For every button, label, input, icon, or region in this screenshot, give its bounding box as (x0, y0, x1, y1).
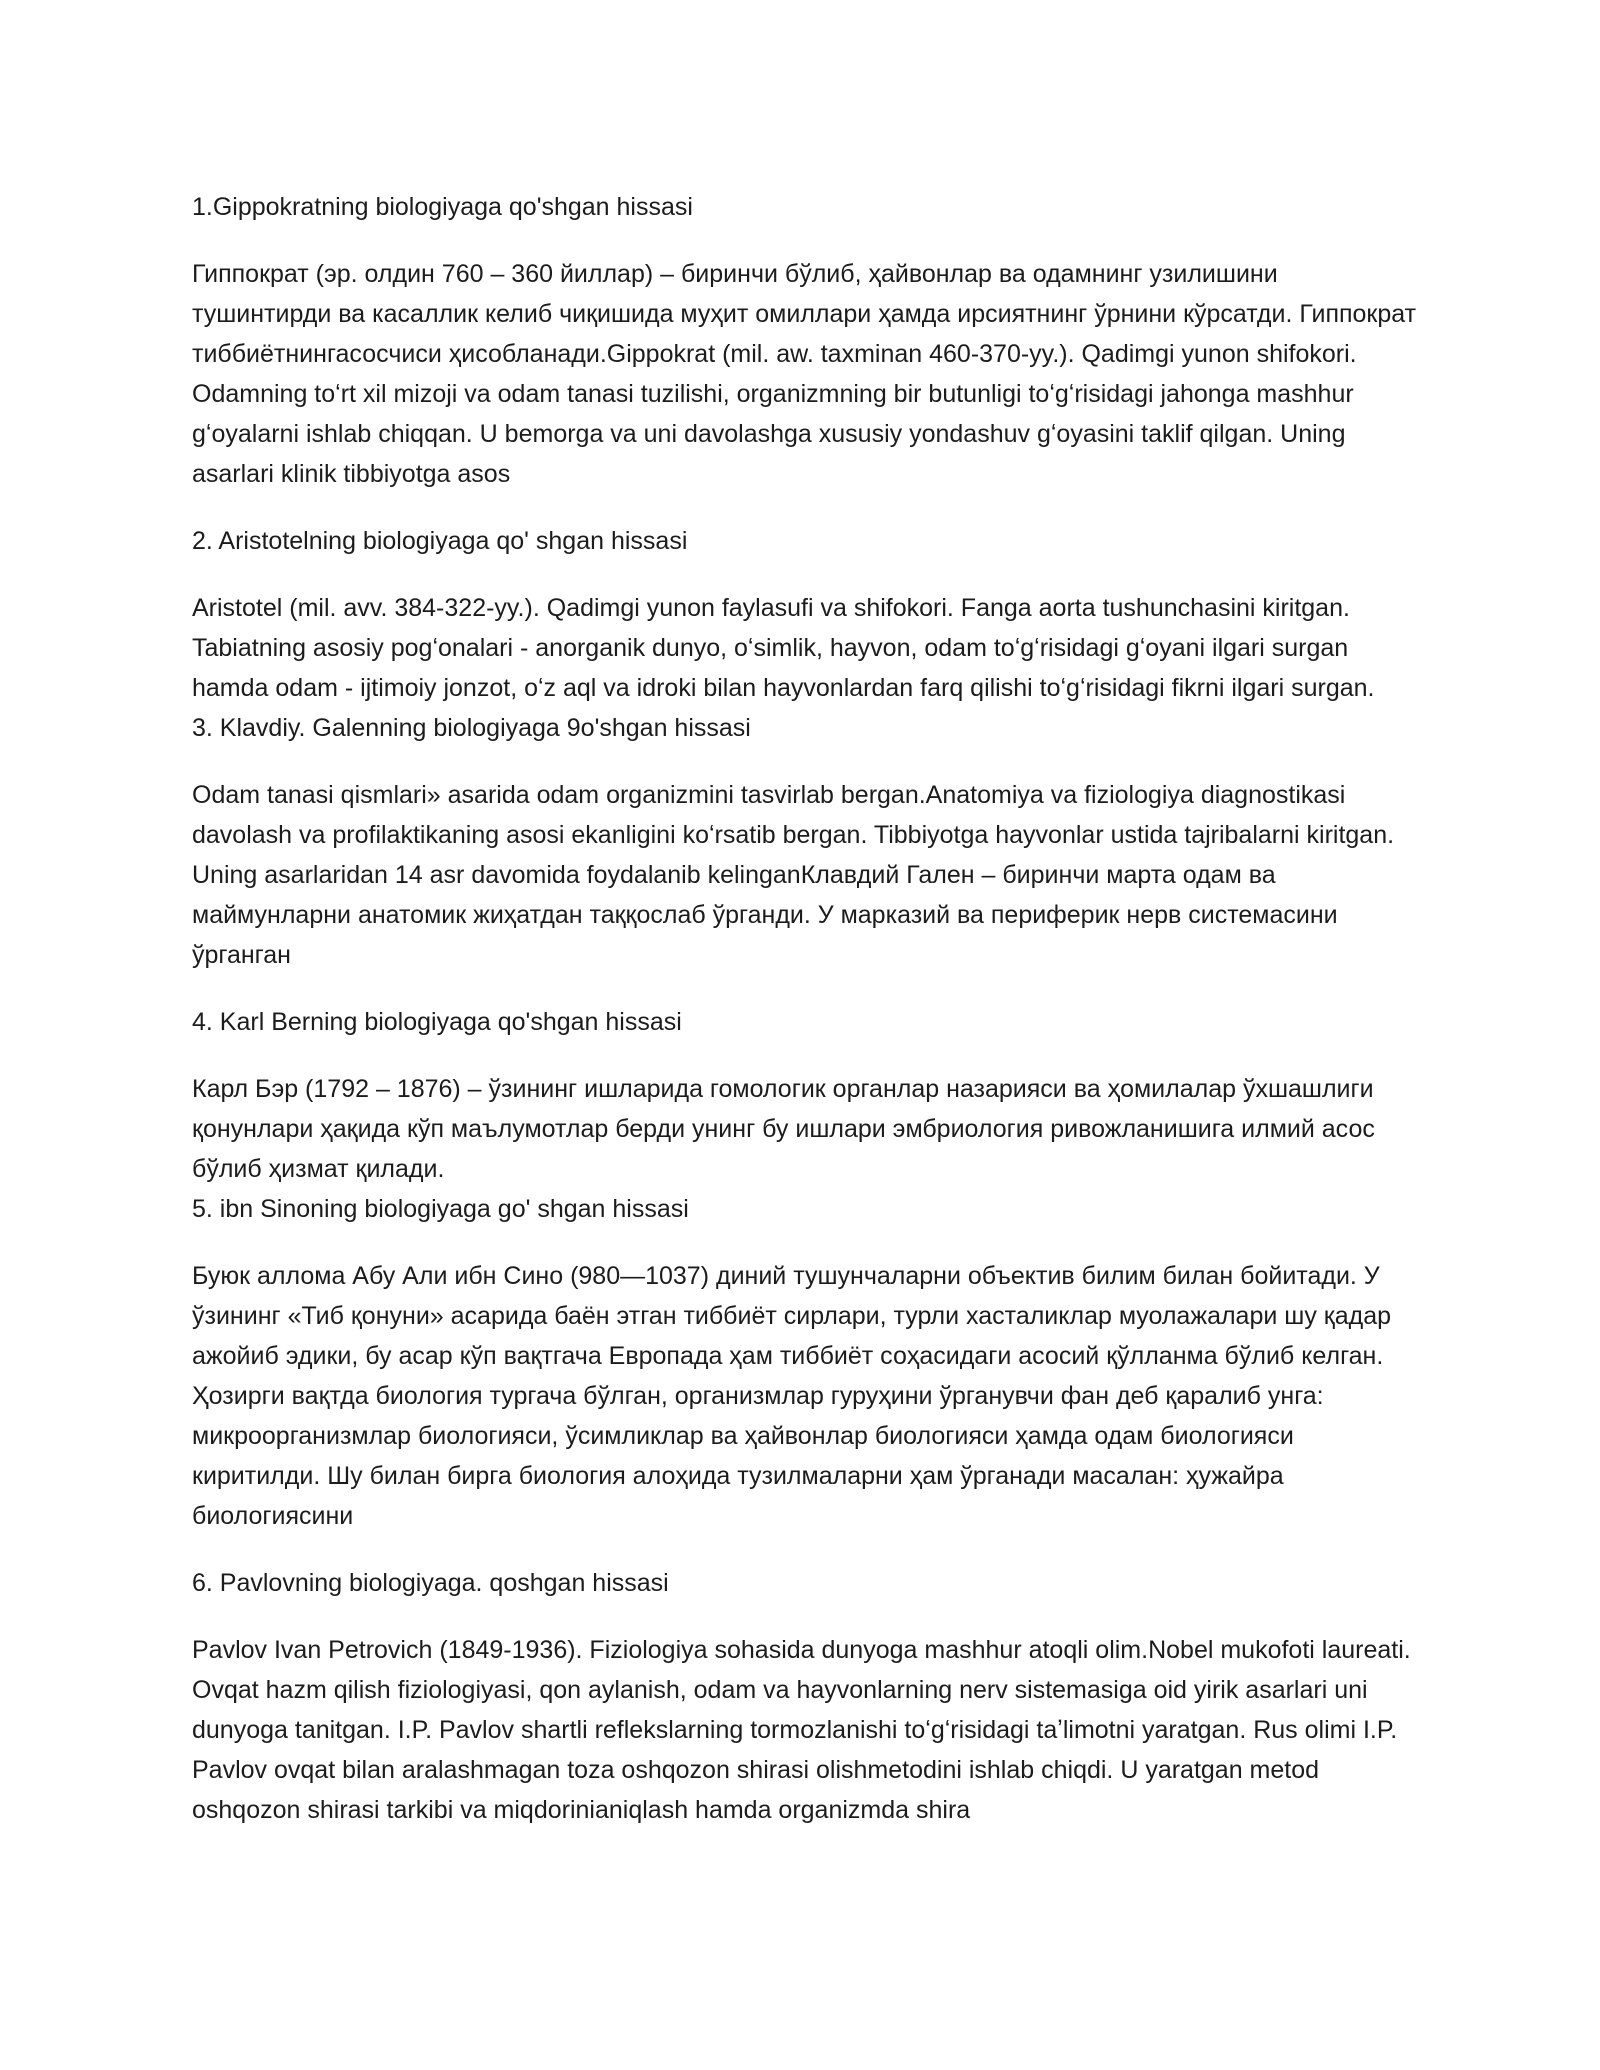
section-5-heading: 5. ibn Sinoning biologiyaga go' shgan hissasi (192, 1195, 689, 1223)
section-1-heading: 1.Gippokratning biologiyaga qo'shgan hissasi (192, 193, 693, 221)
section-4-body: Карл Бэр (1792 – 1876) – ўзининг ишларида гомологик органлар назарияси ва ҳомилалар ўхшашлиги қонунлари ҳақида кўп маълумотлар берди унинг бу ишлари эмбриология ривожланишига илмий асос бўлиб ҳизмат қилади. (192, 1075, 1375, 1183)
section-1-body: Гиппократ (эр. олдин 760 – 360 йиллар) – биринчи бўлиб, ҳайвонлар ва одамнинг узилишини тушинтирди ва касаллик келиб чиқишида муҳит омиллари ҳамда ирсиятнинг ўрнини кўрсатди. Гиппократ тиббиётнингасосчиси ҳисобланади.Gippokrat (mil. aw. taxminan 460-370-yy.). Qadimgi yunon shifokori. Odamning toʻrt xil mizoji va odam tanasi tuzilishi, organizmning bir butunligi toʻgʻrisidagi jahonga mashhur gʻoyalarni ishlab chiqqan. U bemorga va uni davolashga xususiy yondashuv gʻoyasini taklif qilgan. Uning asarlari klinik tibbiyotga asos (192, 260, 1417, 488)
section-3-heading: 3. Klavdiy. Galenning biologiyaga 9o'shgan hissasi (192, 714, 751, 742)
document-page (192, 187, 1422, 1830)
section-6-body: Pavlov Ivan Petrovich (1849-1936). Fiziologiya sohasida dunyoga mashhur atoqli olim.Nobel mukofoti laureati. Ovqat hazm qilish fiziologiyasi, qon aylanish, odam va hayvonlarning nerv sistemasiga oid yirik asarlari uni dunyoga tanitgan. I.P. Pavlov shartli reflekslarning tormozlanishi toʻgʻrisidagi taʼlimotni yaratgan. Rus olimi I.P. Pavlov ovqat bilan aralashmagan toza oshqozon shirasi olishmetodini ishlab chiqdi. U yaratgan metod oshqozon shirasi tarkibi va miqdorinianiqlash hamda organizmda shira (192, 1636, 1411, 1824)
section-3-body: Odam tanasi qismlari» asarida odam organizmini tasvirlab bergan.Anatomiya va fiziologiya diagnostikasi davolash va profilaktikaning asosi ekanligini koʻrsatib bergan. Tibbiyotga hayvonlar ustida tajribalarni kiritgan. Uning asarlaridan 14 asr davomida foydalanib kelinganКлавдий Гален – биринчи марта одам ва маймунларни анатомик жиҳатдан таққослаб ўрганди. У марказий ва периферик нерв системасини ўрганган (192, 781, 1395, 969)
section-2-heading: 2. Aristotelning biologiyaga qo' shgan hissasi (192, 527, 688, 555)
section-6-heading: 6. Pavlovning biologiyaga. qoshgan hissasi (192, 1569, 669, 1597)
section-5-body: Буюк аллома Абу Али ибн Сино (980—1037) диний тушунчаларни объектив билим билан бойитади. У ўзининг «Тиб қонуни» асарида баён этган тиббиёт сирлари, турли хасталиклар муолажалари шу қадар ажойиб эдики, бу асар кўп вақтгача Европада ҳам тиббиёт соҳасидаги асосий қўлланма бўлиб келган. Ҳозирги вақтда биология тургача бўлган, организмлар гуруҳини ўрганувчи фан деб қаралиб унга: микроорганизмлар биологияси, ўсимликлар ва ҳайвонлар биологияси ҳамда одам биологияси киритилди. Шу билан бирга биология алоҳида тузилмаларни ҳам ўрганади масалан: ҳужайра биологиясини (192, 1262, 1392, 1530)
section-4-heading: 4. Karl Berning biologiyaga qo'shgan hissasi (192, 1008, 682, 1036)
section-2-body: Aristotel (mil. avv. 384-322-yy.). Qadimgi yunon faylasufi va shifokori. Fanga aorta tushunchasini kiritgan. Tabiatning asosiy pogʻonalari - anorganik dunyo, oʻsimlik, hayvon, odam toʻgʻrisidagi gʻoyani ilgari surgan hamda odam - ijtimoiy jonzot, oʻz aql va idroki bilan hayvonlardan farq qilishi toʻgʻrisidagi fikrni ilgari surgan. (192, 594, 1375, 702)
